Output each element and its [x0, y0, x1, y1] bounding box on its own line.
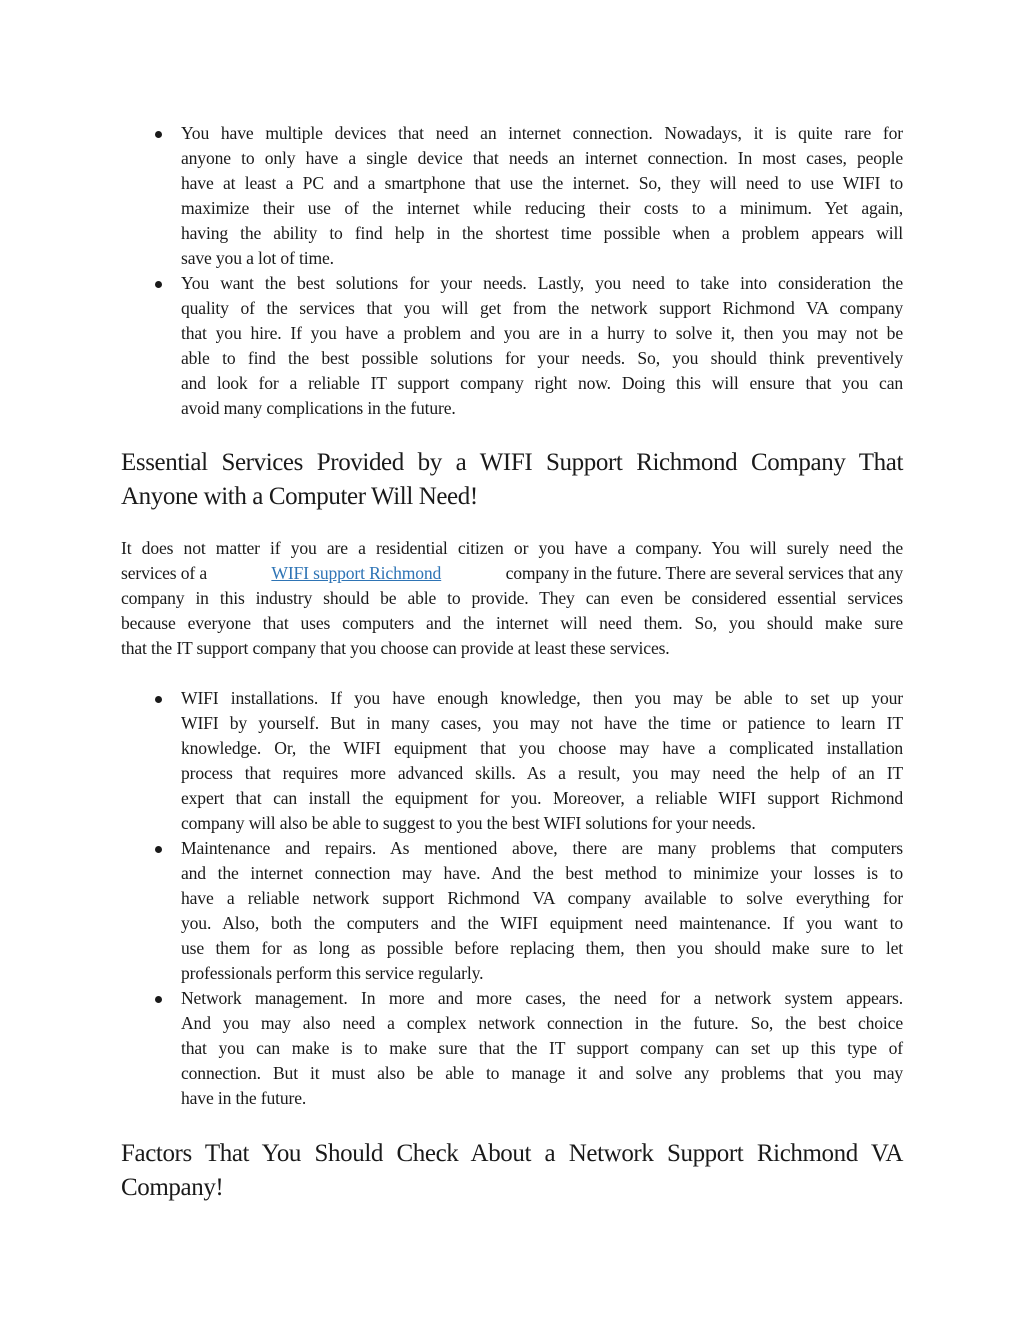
text-line: able to find the best possible solutions for your needs. So, you should think preventively	[181, 348, 903, 368]
list-item	[121, 271, 903, 421]
intro-paragraph	[121, 536, 903, 661]
text-line: It does not matter if you are a residential citizen or you have a company. You will surely need the	[121, 538, 903, 558]
heading-line: Factors That You Should Check About a Network Support Richmond VA	[121, 1140, 903, 1167]
heading-line: Company!	[121, 1174, 224, 1201]
text-line: have a reliable network support Richmond VA company available to solve everything for	[181, 888, 903, 908]
text-line: that you hire. If you have a problem and you are in a hurry to solve it, then you may not be	[181, 323, 903, 343]
text-line: maximize their use of the internet while reducing their costs to a minimum. Yet again,	[181, 198, 903, 218]
list-item	[121, 836, 903, 986]
text-line: You want the best solutions for your needs. Lastly, you need to take into consideration the	[181, 273, 903, 293]
heading-line: Anyone with a Computer Will Need!	[121, 483, 478, 510]
bullet-icon	[155, 996, 162, 1003]
text-fragment: services of a	[121, 563, 207, 583]
text-fragment: company in the future. There are several services that any	[505, 563, 903, 583]
text-line: and look for a reliable IT support company right now. Doing this will ensure that you can	[181, 373, 903, 393]
text-line: process that requires more advanced skills. As a result, you may need the help of an IT	[181, 763, 903, 783]
text-line: avoid many complications in the future.	[181, 398, 456, 418]
text-line: quality of the services that you will get from the network support Richmond VA company	[181, 298, 903, 318]
bullet-list-intro	[121, 121, 903, 421]
text-line: company will also be able to suggest to you the best WIFI solutions for your needs.	[181, 813, 756, 833]
list-item	[121, 986, 903, 1111]
bullet-icon	[155, 846, 162, 853]
text-line: WIFI by yourself. But in many cases, you may not have the time or patience to learn IT	[181, 713, 903, 733]
text-line: use them for as long as possible before replacing them, then you should make sure to let	[181, 938, 903, 958]
text-line: And you may also need a complex network connection in the future. So, the best choice	[181, 1013, 903, 1033]
text-line: WIFI installations. If you have enough knowledge, then you may be able to set up your	[181, 688, 903, 708]
text-line: knowledge. Or, the WIFI equipment that you choose may have a complicated installation	[181, 738, 903, 758]
heading-line: Essential Services Provided by a WIFI Support Richmond Company That	[121, 449, 903, 476]
list-item	[121, 121, 903, 271]
text-line: expert that can install the equipment for you. Moreover, a reliable WIFI support Richmond	[181, 788, 903, 808]
text-line: save you a lot of time.	[181, 248, 334, 268]
text-line: professionals perform this service regularly.	[181, 963, 484, 983]
text-line: you. Also, both the computers and the WIFI equipment need maintenance. If you want to	[181, 913, 903, 933]
wifi-support-richmond-link[interactable]: WIFI support Richmond	[271, 563, 442, 583]
text-line: You have multiple devices that need an internet connection. Nowadays, it is quite rare for	[181, 123, 903, 143]
bullet-icon	[155, 696, 162, 703]
text-line: Maintenance and repairs. As mentioned above, there are many problems that computers	[181, 838, 903, 858]
text-line: anyone to only have a single device that needs an internet connection. In most cases, people	[181, 148, 903, 168]
text-line: because everyone that uses computers and the internet will need them. So, you should make sure	[121, 613, 903, 633]
bullet-icon	[155, 131, 162, 138]
text-line: company in this industry should be able to provide. They can even be considered essential services	[121, 588, 903, 608]
bullet-list-services	[121, 686, 903, 1111]
bullet-icon	[155, 281, 162, 288]
text-line: that the IT support company that you choose can provide at least these services.	[121, 638, 670, 658]
text-line: have at least a PC and a smartphone that use the internet. So, they will need to use WIFI to	[181, 173, 903, 193]
text-line: having the ability to find help in the shortest time possible when a problem appears will	[181, 223, 903, 243]
list-item	[121, 686, 903, 836]
text-line-with-link	[121, 561, 903, 586]
text-line: have in the future.	[181, 1088, 307, 1108]
text-line: that you can make is to make sure that the IT support company can set up this type of	[181, 1038, 903, 1058]
section-heading-factors	[121, 1137, 903, 1205]
section-heading-essential-services	[121, 446, 903, 514]
text-line: connection. But it must also be able to manage it and solve any problems that you may	[181, 1063, 903, 1083]
text-line: and the internet connection may have. And the best method to minimize your losses is to	[181, 863, 903, 883]
text-line: Network management. In more and more cases, the need for a network system appears.	[181, 988, 903, 1008]
